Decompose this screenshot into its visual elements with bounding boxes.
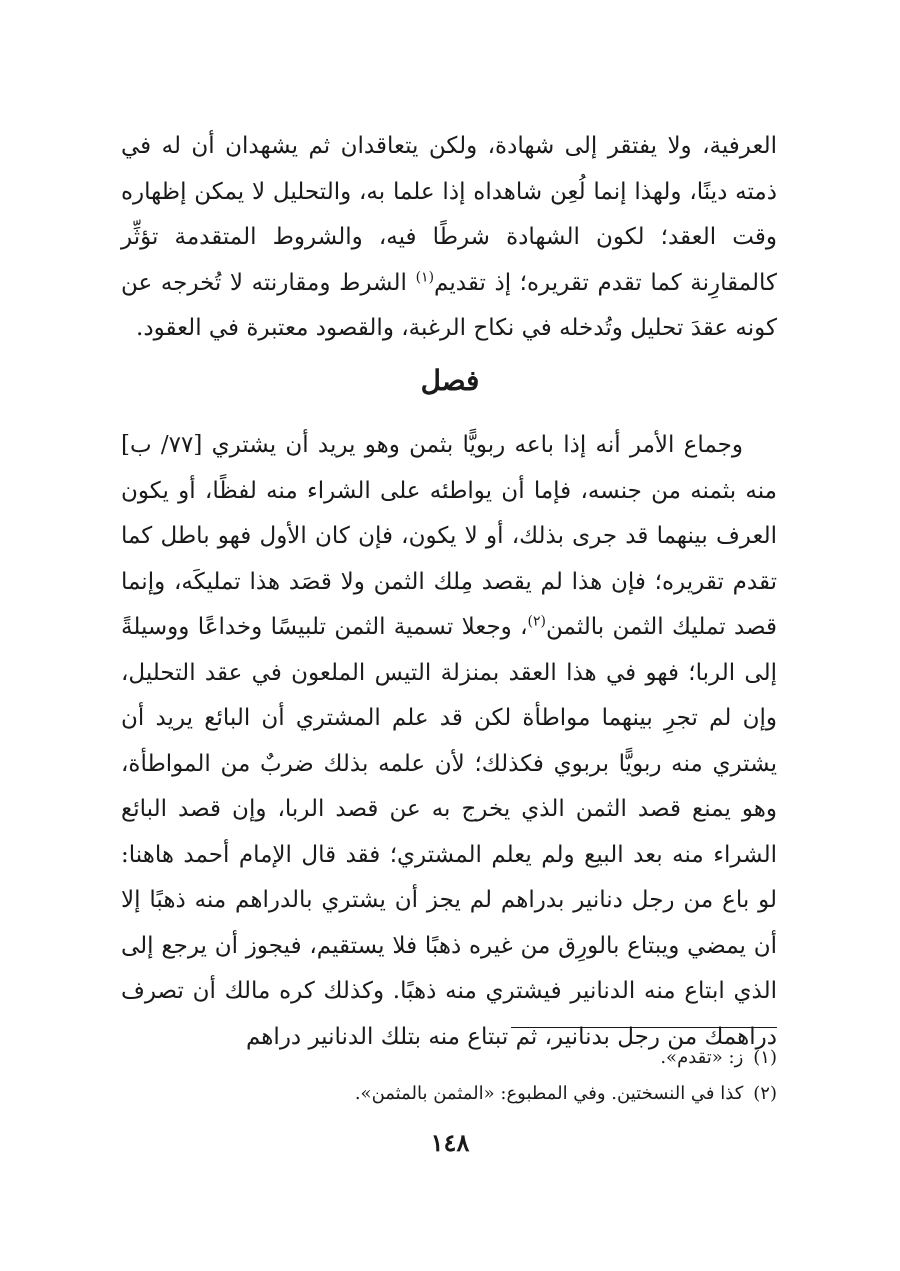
footnotes <box>121 1040 777 1112</box>
footnote-text: كذا في النسختين. وفي المطبوع: «المثمن بالمثمن». <box>354 1083 744 1104</box>
footnote-number: (١) <box>753 1047 777 1068</box>
paragraph-1-text-a: العرفية، ولا يفتقر إلى شهادة، ولكن يتعاقدان ثم يشهدان أن له في ذمته دينًا، ولهذا إنما لُعِن شاهداه إذا علما به، والتحليل لا يمكن إظهاره وقت العقد؛ لكون الشهادة شرطًا فيه، والشروط المتقدمة تؤثِّر كالمقارِنة كما تقدم تقريره؛ إذ تقديم <box>121 133 777 296</box>
section-heading: فصل <box>420 364 480 397</box>
footnote-ref-2: (٢) <box>527 613 547 630</box>
body-paragraph-2 <box>121 423 777 1060</box>
footnote-number: (٢) <box>753 1083 777 1104</box>
footnote-divider <box>511 1027 777 1028</box>
footnote-text: ز: «تقدم». <box>660 1047 744 1068</box>
footnote-ref-1: (١) <box>415 268 435 285</box>
body-paragraph-1 <box>121 124 777 352</box>
paragraph-2-text-b: ، وجعلا تسمية الثمن تلبيسًا وخداعًا ووسيلةً إلى الربا؛ فهو في هذا العقد بمنزلة التيس الملعون في عقد التحليل، وإن لم تجرِ بينهما مواطأة لكن قد علم المشتري أن البائع يريد أن يشتري منه ربويًّا بربوي فكذلك؛ لأن علمه بذلك ضربٌ من المواطأة، وهو يمنع قصد الثمن الذي يخرج به عن قصد الربا، وإن قصد البائع الشراء منه بعد البيع ولم يعلم المشتري؛ فقد قال الإمام أحمد هاهنا: لو باع من رجل دنانير بدراهم لم يجز أن يشتري بالدراهم منه ذهبًا إلا أن يمضي ويبتاع بالورِق من غيره ذهبًا فلا يستقيم، فيجوز أن يرجع إلى الذي ابتاع منه الدنانير فيشتري منه ذهبًا. وكذلك كره مالك أن تصرف دراهمك من رجل بدنانير، ثم تبتاع منه بتلك الدنانير دراهم <box>121 614 777 1050</box>
footnote-item <box>121 1076 777 1112</box>
paragraph-2-text-a: وجماع الأمر أنه إذا باعه ربويًّا بثمن وهو يريد أن يشتري [٧٧/ ب] منه بثمنه من جنسه، فإما أن يواطئه على الشراء منه لفظًا، أو يكون العرف بينهما قد جرى بذلك، أو لا يكون، فإن كان الأول فهو باطل كما تقدم تقريره؛ فإن هذا لم يقصد مِلك الثمن ولا قصَد هذا تمليكَه، وإنما قصد تمليك الثمن بالثمن <box>121 432 777 640</box>
paragraph-1-text-b: الشرط ومقارنته لا تُخرجه عن كونه عقدَ تحليل وتُدخله في نكاح الرغبة، والقصود معتبرة في العقود. <box>121 269 777 341</box>
footnote-item <box>121 1040 777 1076</box>
page-number: ١٤٨ <box>430 1128 470 1157</box>
